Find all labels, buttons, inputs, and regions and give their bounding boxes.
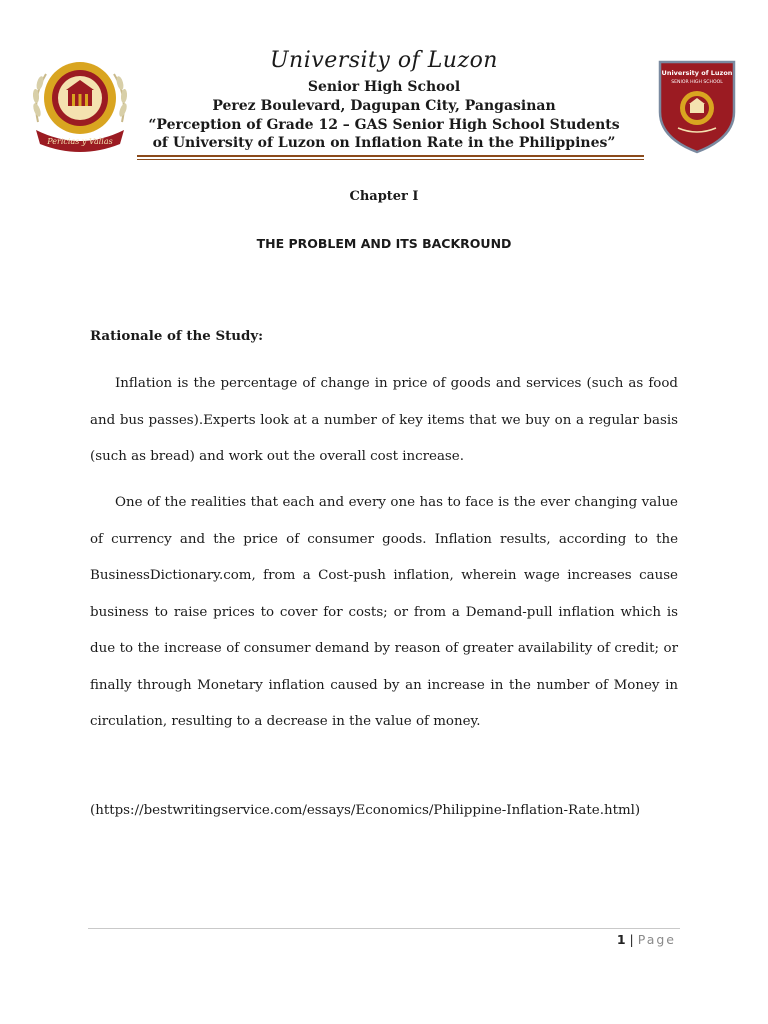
page-number: 1 <box>616 932 626 947</box>
school-name: Senior High School <box>307 79 461 95</box>
page-footer <box>617 932 676 947</box>
page-separator: | <box>629 932 634 947</box>
research-title-line-1: “Perception of Grade 12 – GAS Senior High School Students <box>148 117 620 133</box>
shield-subtitle: SENIOR HIGH SCHOOL <box>671 80 723 85</box>
footer-divider <box>88 928 680 929</box>
senior-high-school-shield-logo <box>656 56 738 154</box>
shield-name: University of Luzon <box>661 69 733 77</box>
problem-heading: THE PROBLEM AND ITS BACKROUND <box>256 236 512 251</box>
page-label: Page <box>637 932 676 947</box>
header-divider-thick <box>137 155 644 157</box>
section-heading: Rationale of the Study: <box>90 328 264 344</box>
school-address: Perez Boulevard, Dagupan City, Pangasinan <box>212 98 556 114</box>
paragraph-2 <box>90 485 678 741</box>
university-title: University of Luzon <box>270 48 498 73</box>
paragraph-1-text: Inflation is the percentage of change in price of goods and services (such as food and bus passes).Experts look at a number of key items that we buy on a regular basis (such as bread) and work out the overall cost increase. <box>90 376 678 464</box>
citation-link[interactable]: (https://bestwritingservice.com/essays/Economics/Philippine-Inflation-Rate.html) <box>90 803 641 818</box>
paragraph-1 <box>90 366 678 476</box>
header-divider-thin <box>137 159 644 160</box>
research-title-line-2: of University of Luzon on Inflation Rate in the Philippines” <box>152 135 616 151</box>
chapter-heading: Chapter I <box>349 189 419 204</box>
university-seal-logo <box>28 52 132 156</box>
seal-motto: Pericias y Valias <box>47 137 113 146</box>
paragraph-2-text: One of the realities that each and every one has to face is the ever changing value of currency and the price of consumer goods. Inflation results, according to the BusinessDictionary.com, from a Cost-push inflation, wherein wage increases cause business to raise prices to cover for costs; or from a Demand-pull inflation which is due to the increase of consumer demand by reason of greater availability of credit; or finally through Monetary inflation caused by an increase in the number of Money in circulation, resulting to a decrease in the value of money. <box>90 495 678 729</box>
